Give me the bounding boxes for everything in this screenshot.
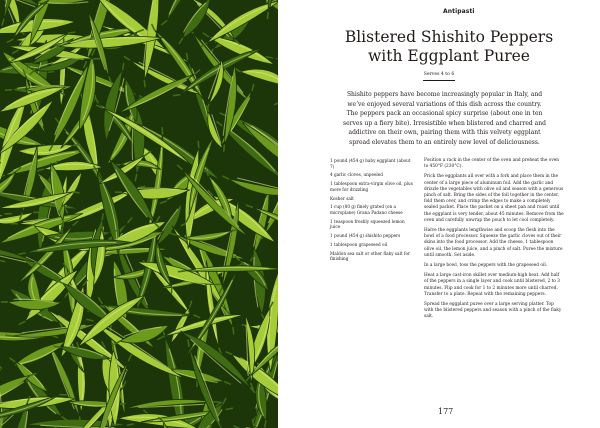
method-step: Halve the eggplants lengthwise and scoop the flesh into the bowl of a food processor. Squeeze the garlic cloves out of their skins into the food processor. Add the cheese, 1 tablespoon olive oil, the lemon juice, and a pinch of salt. Puree the mixture until smooth. Set aside.	[424, 228, 563, 258]
method-step: Heat a large cast-iron skillet over medium-high heat. Add half of the peppers in a single layer and cook until blistered, 2 to 3 minutes. Flip and cook for 1 to 2 minutes more until charred. Transfer to a plate. Repeat with the remaining peppers.	[424, 273, 560, 297]
serves-divider	[423, 80, 455, 81]
method-step: In a large bowl, toss the peppers with the grapeseed oil.	[424, 263, 548, 269]
method-step: Spread the eggplant puree over a large serving platter. Top with the blistered peppers and season with a pinch of the flaky salt.	[424, 302, 562, 320]
pepper-photo-svg	[0, 0, 278, 428]
recipe-page	[278, 0, 600, 428]
recipe-intro: Shishito peppers have become increasingly popular in Italy, and we’ve enjoyed several variations of this dish across the country. The peppers pack an occasional spicy surprise (about one in ten serves up a fiery bite). Irresistible when blistered and charred and addictive on their own, pairing them with this velvety eggplant spread elevates them to an entirely new level of deliciousness.	[343, 91, 546, 146]
recipe-title-line2: with Eggplant Puree	[368, 47, 530, 65]
ingredient-item: 1 pound (454 g) baby eggplant (about 7)	[330, 158, 411, 169]
ingredient-item: 4 garlic cloves, unpeeled	[330, 172, 383, 178]
section-label: Antipasti	[443, 8, 475, 15]
pepper-photo	[0, 0, 278, 428]
ingredient-item: 1 tablespoon grapeseed oil	[330, 241, 388, 247]
ingredient-item: 1 cup (80 g) finely grated (on a microplane) Grana Padano cheese	[330, 204, 403, 215]
ingredient-item: 1 pound (454 g) shishito peppers	[330, 233, 401, 239]
method-step: Prick the eggplants all over with a fork and place them in the center of a large piece of aluminum foil. Add the garlic and drizzle the vegetables with olive oil and season with a generous pinch of salt. Bring the sides of the foil together in the center, fold them over, and crimp the edges to make a completely sealed packet. Place the packet on a sheet pan and roast until the eggplant is very tender, about 45 minutes. Remove from the oven and carefully unwrap the pouch to let cool completely.	[424, 174, 564, 223]
ingredient-item: 1 tablespoon extra-virgin olive oil, plus more for drizzling	[330, 181, 413, 192]
method-steps	[424, 158, 564, 325]
serves-label: Serves 4 to 6	[423, 72, 455, 77]
ingredient-item: 1 teaspoon freshly squeezed lemon juice	[330, 218, 405, 230]
recipe-title	[288, 28, 600, 66]
recipe-title-line1: Blistered Shishito Peppers	[344, 28, 554, 46]
ingredient-list	[330, 158, 414, 265]
page-number: 177	[438, 407, 454, 416]
method-step: Position a rack in the center of the oven and preheat the oven to 450°F (230°C).	[424, 158, 560, 170]
ingredient-item: Maldon sea salt or other flaky salt for finishing	[330, 250, 410, 262]
ingredient-item: Kosher salt	[330, 195, 354, 201]
